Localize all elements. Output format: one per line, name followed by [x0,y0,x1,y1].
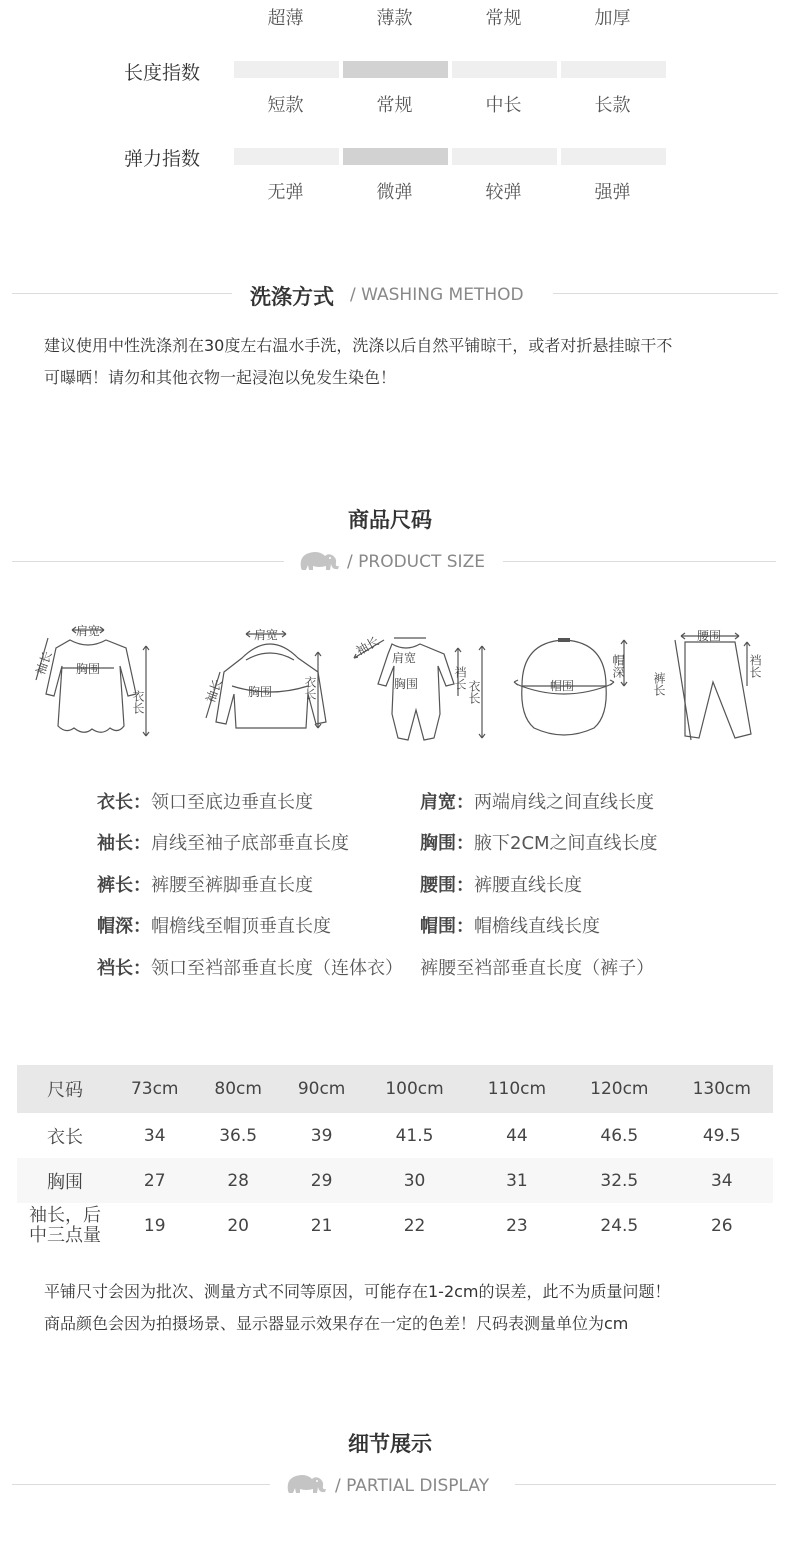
table-cell: 44 [506,1125,528,1146]
table-cell: 21 [310,1215,333,1236]
index-segment [234,61,339,78]
definition-label: 肩宽： [420,792,474,813]
size-table [17,1065,773,1248]
definition-pants [97,871,313,897]
definition-text: 两端肩线之间直线长度 [474,792,654,813]
definition-text: 帽檐线至帽顶垂直长度 [151,916,331,937]
length-option: 常规 [376,95,413,116]
elastic-option: 无弹 [267,182,304,203]
washing-subtitle: / WASHING METHOD [350,285,524,305]
index-segment [561,148,666,165]
table-cell: 34 [143,1125,166,1146]
table-cell: 23 [506,1215,528,1236]
definition-label: 裤长： [97,875,151,896]
thickness-option: 常规 [485,8,522,29]
thickness-option: 薄款 [376,8,413,29]
elephant-icon [284,1471,330,1501]
length-option: 中长 [485,95,522,116]
table-cell: 28 [196,1158,279,1203]
table-cell: 22 [403,1215,426,1236]
romper-diagram [350,618,495,746]
washing-text-line: 可曝晒！请勿和其他衣物一起浸泡以免发生染色！ [44,368,397,387]
definition-text: 领口至底边垂直长度 [151,792,313,813]
definition-length [97,788,313,814]
table-row-label: 衣长 [47,1126,83,1148]
index-segment-selected [343,148,448,165]
table-row [17,1113,773,1158]
table-cell: 27 [113,1158,196,1203]
hoodie-length-label: 衣长 [303,676,317,700]
definition-hat-depth [97,912,331,938]
table-cell: 41.5 [395,1125,434,1146]
definition-text: 腋下2CM之间直线长度 [474,833,658,854]
detail-subtitle: / PARTIAL DISPLAY [335,1476,490,1496]
table-cell: 32.5 [568,1158,670,1203]
table-cell: 49.5 [702,1125,741,1146]
table-cell: 20 [227,1215,249,1236]
definition-waist [420,871,582,897]
hoodie-sleeve-label: 袖长 [203,677,225,705]
table-header-cell: 100cm [363,1065,465,1113]
definition-label: 衣长： [97,792,151,813]
definition-label: 裆长： [97,958,151,979]
definition-label: 腰围： [420,875,474,896]
size-title: 商品尺码 [348,508,432,532]
washing-text-line: 建议使用中性洗涤剂在30度左右温水手洗，洗涤以后自然平铺晾干，或者对折悬挂晾干不 [44,336,673,355]
elastic-option: 强弹 [594,182,631,203]
table-header-row [17,1065,773,1113]
table-cell: 39 [310,1125,333,1146]
table-row-label: 胸围 [17,1158,113,1203]
pants-length-label: 裤长 [652,672,666,696]
table-header-cell: 110cm [466,1065,568,1113]
thickness-option: 加厚 [594,8,631,29]
pants-crotch-label: 裆长 [748,654,762,678]
table-cell: 26 [710,1215,733,1236]
dress-chest-label: 胸围 [76,662,101,676]
note-line: 商品颜色会因为拍摄场景、显示器显示效果存在一定的色差！尺码表测量单位为cm [44,1314,629,1333]
index-segment-selected [343,61,448,78]
divider-line [515,1484,776,1485]
definition-chest [420,829,658,855]
definition-text: 裤腰直线长度 [474,875,582,896]
detail-title: 细节展示 [348,1432,432,1456]
romper-chest-label: 胸围 [394,677,419,691]
table-row [17,1203,773,1248]
definition-sleeve [97,829,349,855]
hoodie-diagram [200,622,340,742]
thickness-option: 超薄 [267,8,304,29]
pants-waist-label: 腰围 [697,629,722,643]
definition-text: 领口至裆部垂直长度（连体衣） 裤腰至裆部垂直长度（裤子） [151,958,655,979]
index-segment [561,61,666,78]
divider-line [503,561,776,562]
hoodie-shoulder-label: 肩宽 [254,628,279,642]
table-header-cell: 73cm [113,1065,196,1113]
hat-diagram [512,634,642,744]
length-index-bar [234,61,665,78]
hat-circ-label: 帽围 [550,679,575,693]
index-segment [234,148,339,165]
table-row-label-line: 中三点量 [29,1224,101,1246]
note-line: 平铺尺寸会因为批次、测量方式不同等原因，可能存在1-2cm的误差，此不为质量问题！ [44,1282,671,1301]
table-header-cell: 尺码 [17,1065,113,1113]
romper-crotch-label: 裆长 [453,666,467,690]
table-row-label [17,1203,113,1248]
definition-crotch [97,954,654,980]
hat-depth-label: 帽深 [611,654,625,678]
definition-label: 袖长： [97,833,151,854]
table-cell: 31 [466,1158,568,1203]
divider-line [553,293,778,294]
romper-sleeve-label: 袖长 [353,633,382,659]
length-option: 短款 [267,95,304,116]
divider-line [12,561,284,562]
table-cell: 19 [143,1215,166,1236]
romper-length-label: 衣长 [467,680,481,704]
divider-line [12,293,232,294]
washing-instructions [44,330,754,394]
definition-label: 帽深： [97,916,151,937]
table-header-cell: 80cm [196,1065,279,1113]
divider-line [12,1484,270,1485]
definition-label: 胸围： [420,833,474,854]
table-cell: 29 [280,1158,363,1203]
definition-hat-circ [420,912,600,938]
dress-diagram [28,618,158,748]
table-cell: 30 [363,1158,465,1203]
dress-sleeve-label: 袖长 [33,649,55,677]
size-subtitle: / PRODUCT SIZE [347,552,485,572]
definition-text: 裤腰至裤脚垂直长度 [151,875,313,896]
dress-shoulder-label: 肩宽 [76,624,101,638]
table-cell: 34 [671,1158,773,1203]
table-cell: 36.5 [219,1125,258,1146]
table-header-cell: 120cm [568,1065,670,1113]
table-row [17,1158,773,1203]
length-index-title: 长度指数 [124,62,201,84]
washing-title: 洗涤方式 [250,285,334,309]
table-cell: 46.5 [600,1125,639,1146]
index-segment [452,148,557,165]
definition-shoulder [420,788,654,814]
table-header-cell: 90cm [280,1065,363,1113]
hoodie-chest-label: 胸围 [248,685,273,699]
table-cell: 24.5 [600,1215,639,1236]
definition-text: 肩线至袖子底部垂直长度 [151,833,349,854]
table-header-cell: 130cm [671,1065,773,1113]
pants-diagram [652,622,775,748]
size-notes [44,1276,754,1340]
romper-shoulder-label: 肩宽 [392,651,417,665]
elastic-option: 较弹 [485,182,522,203]
length-option: 长款 [594,95,631,116]
definition-label: 帽围： [420,916,474,937]
dress-length-label: 衣长 [131,690,145,714]
elastic-index-title: 弹力指数 [124,148,201,170]
elastic-index-bar [234,148,665,165]
elastic-option: 微弹 [376,182,413,203]
index-segment [452,61,557,78]
table-row-label-line: 袖长，后 [29,1204,101,1226]
definition-text: 帽檐线直线长度 [474,916,600,937]
elephant-icon [297,548,343,578]
